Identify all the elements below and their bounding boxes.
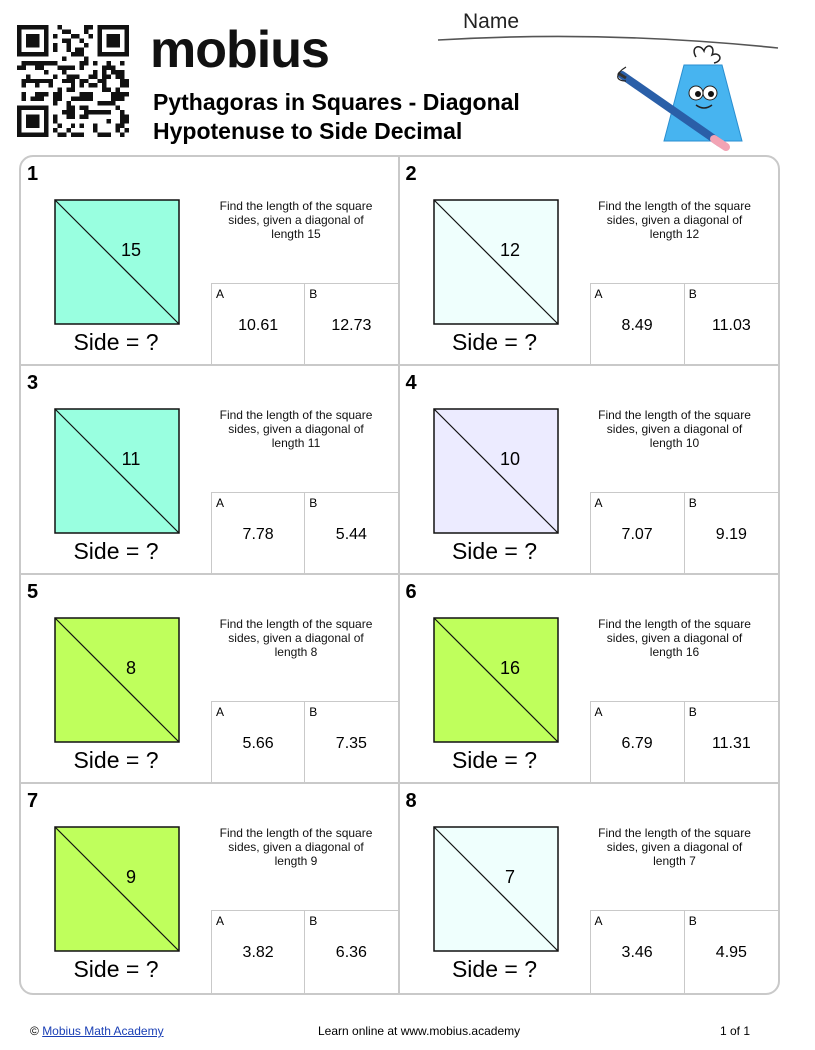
answer-option-a[interactable] — [591, 911, 684, 993]
answer-value: 10.61 — [238, 317, 279, 334]
problem-cell-8 — [400, 784, 779, 993]
question-number: 4 — [405, 372, 417, 394]
answer-value: 4.95 — [715, 944, 747, 961]
diagonal-length-label: 10 — [499, 449, 520, 469]
answer-letter: A — [216, 496, 225, 510]
square-diagram — [433, 408, 559, 534]
problem-cell-3 — [21, 366, 400, 575]
square-diagram — [54, 826, 180, 952]
question-number: 1 — [27, 163, 39, 185]
square-diagram — [54, 617, 180, 743]
mobius-logo — [150, 22, 329, 78]
answer-value: 11.31 — [711, 735, 751, 752]
academy-link[interactable]: Mobius Math Academy — [42, 1024, 164, 1038]
page-title — [153, 88, 520, 146]
logo-text: mobius — [150, 21, 329, 79]
answer-value: 7.35 — [335, 735, 367, 752]
problem-cell-6 — [400, 575, 779, 784]
side-question-label: Side = ? — [73, 329, 159, 355]
side-question-label: Side = ? — [451, 538, 538, 564]
answer-option-a[interactable] — [212, 284, 304, 364]
problem-prompt: Find the length of the square sides, given a diagonal of length 10 — [598, 408, 751, 450]
answer-letter: A — [594, 287, 603, 301]
diagonal-length-label: 15 — [120, 240, 142, 260]
problem-prompt: Find the length of the square sides, given a diagonal of length 7 — [598, 826, 751, 868]
side-question-label: Side = ? — [73, 538, 159, 564]
diagonal-length-label: 16 — [499, 658, 520, 678]
side-question-label: Side = ? — [73, 747, 159, 773]
answer-letter: B — [688, 287, 697, 301]
answer-option-b[interactable] — [684, 493, 778, 573]
question-number: 6 — [405, 581, 417, 603]
side-question-label: Side = ? — [451, 747, 538, 773]
answer-value: 6.36 — [335, 944, 367, 961]
answer-letter: B — [309, 496, 318, 510]
question-number: 7 — [27, 790, 39, 812]
answer-options — [590, 492, 779, 573]
problem-cell-1 — [21, 157, 400, 366]
answer-value: 7.78 — [242, 526, 274, 543]
answer-value: 5.66 — [242, 735, 274, 752]
square-diagram — [54, 199, 180, 325]
answer-option-b[interactable] — [304, 493, 397, 573]
answer-letter: A — [216, 705, 225, 719]
answer-letter: A — [594, 496, 603, 510]
answer-option-a[interactable] — [212, 493, 304, 573]
question-number: 3 — [27, 372, 39, 394]
answer-option-a[interactable] — [212, 702, 304, 782]
answer-value: 3.46 — [621, 944, 653, 961]
answer-letter: B — [309, 287, 318, 301]
square-diagram — [433, 826, 559, 952]
answer-value: 8.49 — [621, 317, 653, 334]
answer-option-b[interactable] — [684, 702, 778, 782]
footer — [0, 1024, 815, 1044]
copyright: © Mobius Math Academy — [30, 1024, 164, 1038]
problem-prompt: Find the length of the square sides, given a diagonal of length 15 — [219, 199, 373, 241]
answer-letter: B — [688, 705, 697, 719]
diagonal-length-label: 11 — [121, 449, 141, 469]
answer-options — [590, 910, 779, 993]
question-number: 8 — [405, 790, 417, 812]
problem-cell-4 — [400, 366, 779, 575]
answer-letter: B — [309, 914, 318, 928]
answer-option-a[interactable] — [591, 284, 684, 364]
answer-option-a[interactable] — [591, 702, 684, 782]
answer-value: 6.79 — [621, 735, 653, 752]
answer-value: 3.82 — [242, 944, 274, 961]
diagonal-length-label: 9 — [125, 867, 137, 887]
problem-cell-7 — [21, 784, 400, 993]
side-question-label: Side = ? — [451, 956, 538, 982]
answer-options — [211, 283, 398, 364]
answer-letter: B — [309, 705, 318, 719]
question-number: 2 — [405, 163, 417, 185]
problem-prompt: Find the length of the square sides, given a diagonal of length 11 — [219, 408, 373, 450]
answer-option-b[interactable] — [304, 702, 397, 782]
side-question-label: Side = ? — [73, 956, 159, 982]
problem-prompt: Find the length of the square sides, given a diagonal of length 16 — [598, 617, 751, 659]
answer-value: 9.19 — [715, 526, 747, 543]
answer-letter: A — [216, 914, 225, 928]
answer-options — [590, 701, 779, 782]
worksheet-header — [0, 0, 815, 155]
answer-letter: B — [688, 914, 697, 928]
answer-value: 7.07 — [621, 526, 653, 543]
answer-options — [211, 492, 398, 573]
square-diagram — [54, 408, 180, 534]
name-label: Name — [463, 10, 520, 33]
diagonal-length-label: 12 — [499, 240, 520, 260]
answer-options — [211, 701, 398, 782]
side-question-label: Side = ? — [451, 329, 538, 355]
answer-value: 5.44 — [335, 526, 367, 543]
problem-cell-5 — [21, 575, 400, 784]
diagonal-length-label: 7 — [504, 867, 515, 887]
title-line-1: Pythagoras in Squares - Diagonal — [153, 89, 520, 115]
answer-letter: A — [594, 705, 603, 719]
answer-letter: B — [688, 496, 697, 510]
answer-option-b[interactable] — [684, 284, 778, 364]
answer-value: 12.73 — [331, 317, 372, 334]
answer-value: 11.03 — [711, 317, 751, 334]
title-line-2: Hypotenuse to Side Decimal — [153, 118, 463, 144]
mascot-pencil-icon — [610, 45, 750, 155]
answer-letter: A — [216, 287, 225, 301]
answer-option-b[interactable] — [684, 911, 778, 993]
answer-option-b[interactable] — [304, 284, 397, 364]
problem-prompt: Find the length of the square sides, given a diagonal of length 9 — [219, 826, 373, 868]
page-count: 1 of 1 — [720, 1024, 751, 1038]
answer-option-a[interactable] — [212, 911, 304, 993]
problem-grid — [19, 155, 780, 995]
diagonal-length-label: 8 — [125, 658, 137, 678]
question-number: 5 — [27, 581, 39, 603]
answer-letter: A — [594, 914, 603, 928]
learn-online-text: Learn online at www.mobius.academy — [318, 1024, 521, 1038]
problem-prompt: Find the length of the square sides, given a diagonal of length 12 — [598, 199, 751, 241]
problem-prompt: Find the length of the square sides, given a diagonal of length 8 — [219, 617, 373, 659]
qr-code-icon — [17, 25, 129, 137]
answer-options — [211, 910, 398, 993]
answer-option-b[interactable] — [304, 911, 397, 993]
square-diagram — [433, 617, 559, 743]
problem-cell-2 — [400, 157, 779, 366]
square-diagram — [433, 199, 559, 325]
answer-options — [590, 283, 779, 364]
answer-option-a[interactable] — [591, 493, 684, 573]
